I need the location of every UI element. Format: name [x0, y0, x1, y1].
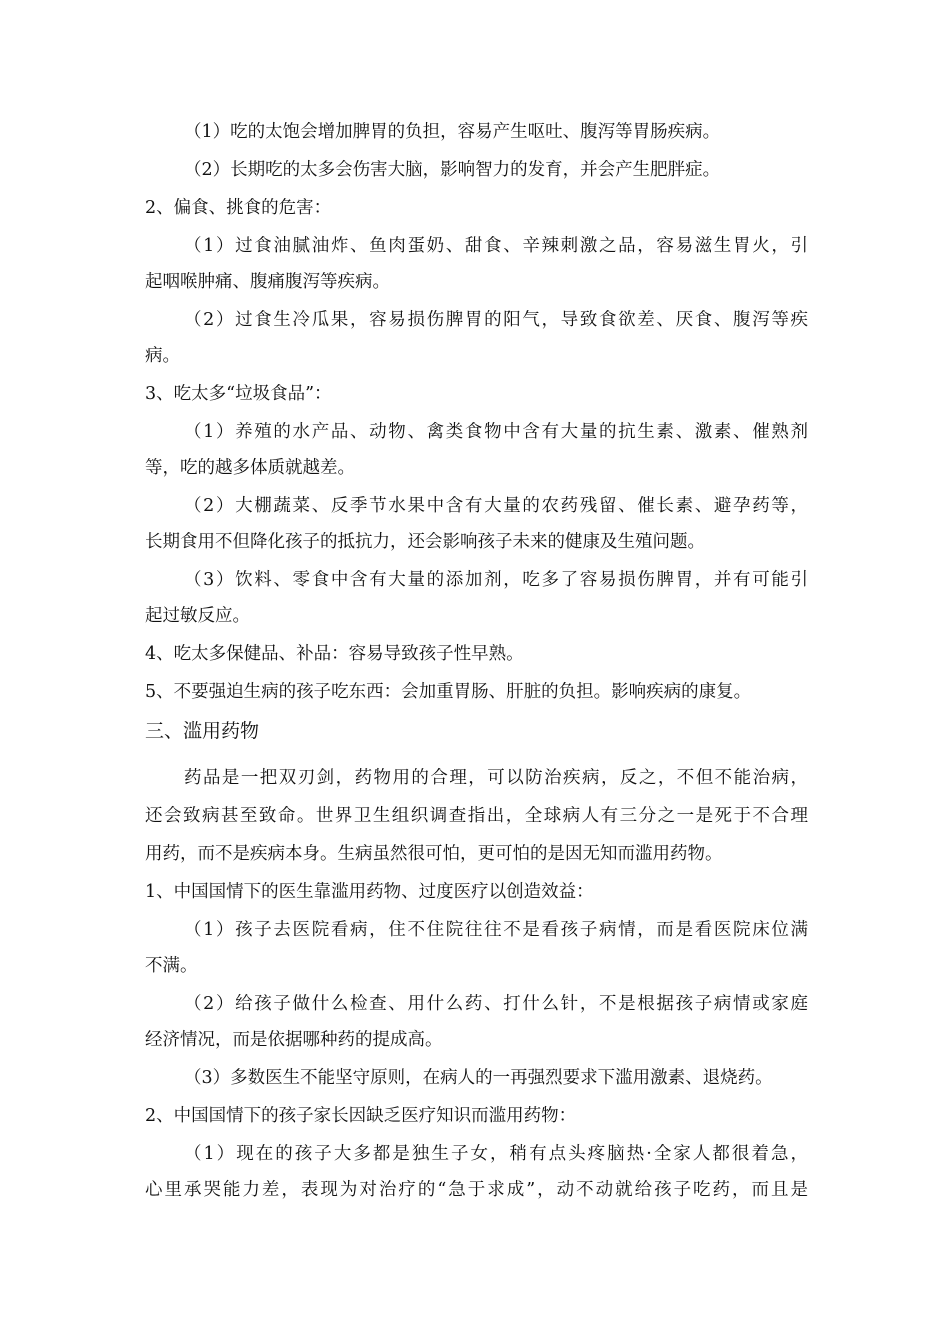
text-line: （2）给孩子做什么检查、用什么药、打什么针，不是根据孩子病情或家庭 — [184, 994, 808, 1014]
text-line: 药品是一把双刃剑，药物用的合理，可以防治疾病，反之，不但不能治病， — [184, 768, 808, 788]
text-line: （1）吃的太饱会增加脾胃的负担，容易产生呕吐、腹泻等胃肠疾病。 — [184, 122, 721, 142]
text-line: 还会致病甚至致命。世界卫生组织调查指出，全球病人有三分之一是死于不合理 — [145, 806, 808, 826]
text-line: （2）过食生冷瓜果，容易损伤脾胃的阳气，导致食欲差、厌食、腹泻等疾 — [184, 310, 808, 330]
text-line: 2、中国国情下的孩子家长因缺乏医疗知识而滥用药物： — [145, 1106, 577, 1126]
text-line: （2）长期吃的太多会伤害大脑，影响智力的发育，并会产生肥胖症。 — [184, 160, 721, 180]
text-line: 长期食用不但降化孩子的抵抗力，还会影响孩子未来的健康及生殖问题。 — [145, 532, 705, 552]
text-line: 2、偏食、挑食的危害： — [145, 198, 332, 218]
text-line: 起咽喉肿痛、腹痛腹泻等疾病。 — [145, 272, 390, 292]
text-line: （3）饮料、零食中含有大量的添加剂，吃多了容易损伤脾胃，并有可能引 — [184, 570, 808, 590]
section-heading: 三、滥用药物 — [145, 720, 260, 742]
text-line: （1）过食油腻油炸、鱼肉蛋奶、甜食、辛辣刺激之品，容易滋生胃火，引 — [184, 236, 808, 256]
text-line: （1）养殖的水产品、动物、禽类食物中含有大量的抗生素、激素、催熟剂 — [184, 422, 808, 442]
text-line: 病。 — [145, 346, 180, 366]
text-line: 1、中国国情下的医生靠滥用药物、过度医疗以创造效益： — [145, 882, 594, 902]
text-line: 5、不要强迫生病的孩子吃东西：会加重胃肠、肝脏的负担。影响疾病的康复。 — [145, 682, 752, 702]
text-line: 不满。 — [145, 956, 198, 976]
text-line: 4、吃太多保健品、补品：容易导致孩子性早熟。 — [145, 644, 524, 664]
text-line: 用药，而不是疾病本身。生病虽然很可怕，更可怕的是因无知而滥用药物。 — [145, 844, 723, 864]
text-line: （1）孩子去医院看病，住不住院往往不是看孩子病情，而是看医院床位满 — [184, 920, 808, 940]
text-line: 等，吃的越多体质就越差。 — [145, 458, 355, 478]
text-line: （2）大棚蔬菜、反季节水果中含有大量的农药残留、催长素、避孕药等， — [184, 496, 808, 516]
text-line: 经济情况，而是依据哪种药的提成高。 — [145, 1030, 443, 1050]
text-line: 心里承哭能力差，表现为对治疗的“急于求成”，动不动就给孩子吃药，而且是 — [145, 1180, 808, 1200]
text-line: （3）多数医生不能坚守原则，在病人的一再强烈要求下滥用激素、退烧药。 — [184, 1068, 773, 1088]
text-line: （1）现在的孩子大多都是独生子女，稍有点头疼脑热·全家人都很着急， — [184, 1144, 808, 1164]
text-line: 起过敏反应。 — [145, 606, 250, 626]
text-line: 3、吃太多“垃圾食品”： — [145, 384, 332, 404]
